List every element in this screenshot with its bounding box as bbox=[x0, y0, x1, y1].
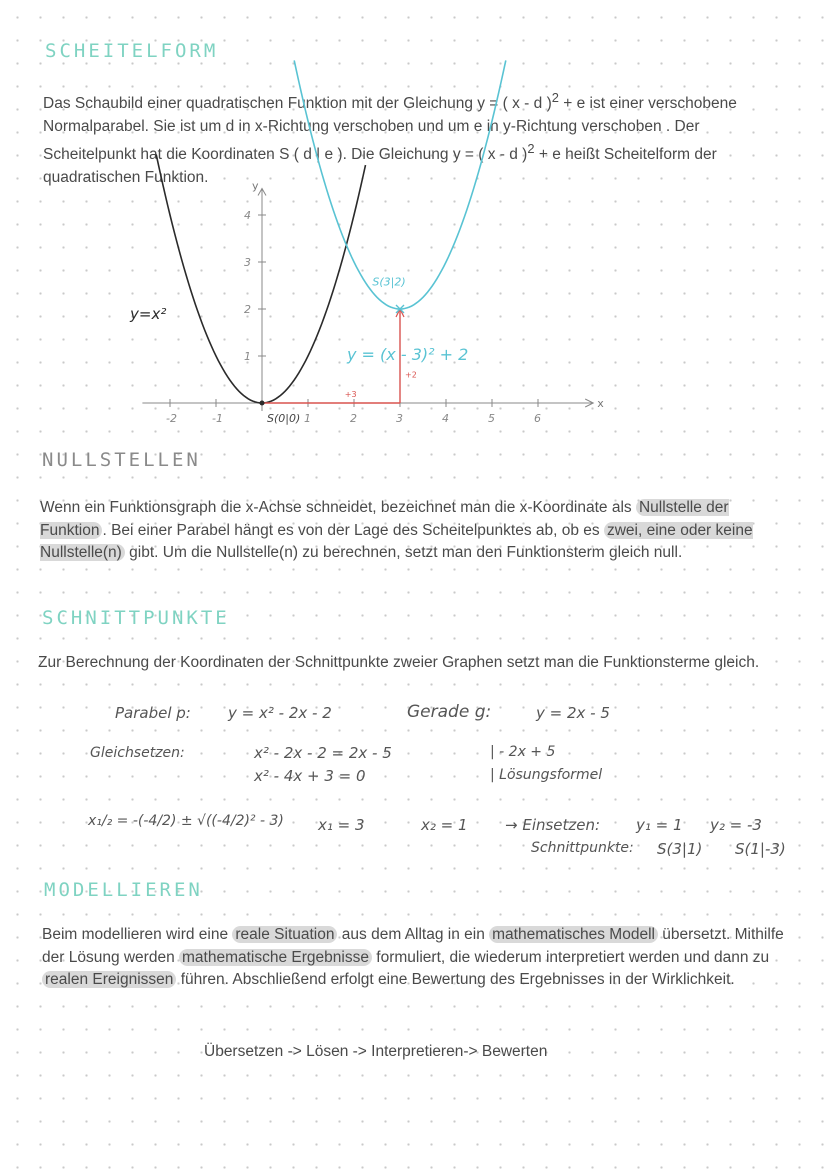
schnittpunkte-paragraph: Zur Berechnung der Koordinaten der Schnittpunkte zweier Graphen setzt man die Funktionsterme gleich. bbox=[38, 654, 760, 671]
solution-y1: y₁ = 1 bbox=[636, 816, 683, 834]
parabel-label: Parabel p: bbox=[115, 704, 191, 722]
parabel-equation: y = x² - 2x - 2 bbox=[228, 704, 332, 722]
heading-schnittpunkte: SCHNITTPUNKTE bbox=[42, 607, 230, 629]
modellieren-text-5: führen. Abschließend erfolgt eine Bewertung des Ergebnisses in der Wirklichkeit. bbox=[176, 971, 735, 988]
vertex-point-0 bbox=[260, 401, 265, 406]
y-axis-label: y bbox=[252, 179, 259, 193]
scheitelform-text-2: + e ist einer verschobene Normalparabel. Sie ist um d in x-Richtung verschoben und um e in y-Richtung verschoben . Der Scheitelpunkt hat die Koordinaten S ( d | e ). Die Gleichung y = ( x - d ) bbox=[43, 95, 737, 164]
gerade-equation: y = 2x - 5 bbox=[536, 704, 610, 722]
shift-label-x: +3 bbox=[344, 390, 357, 399]
modellieren-steps: Übersetzen -> Lösen -> Interpretieren-> Bewerten bbox=[204, 1043, 548, 1060]
parabola-chart bbox=[0, 0, 828, 460]
highlight-anzahl: zwei, eine oder keine Nullstelle(n) bbox=[40, 521, 753, 561]
y-tick-label: 4 bbox=[244, 209, 251, 222]
scheitelform-sup-1: 2 bbox=[551, 90, 559, 105]
heading-scheitelform: SCHEITELFORM bbox=[45, 40, 219, 62]
schnittpunkt-2: S(1|-3) bbox=[735, 840, 786, 858]
modellieren-text-2: aus dem Alltag in ein bbox=[337, 926, 490, 943]
heading-modellieren: MODELLIEREN bbox=[44, 879, 203, 901]
highlight-mathematische-ergebnisse: mathematische Ergebnisse bbox=[179, 949, 372, 966]
equation-2-note: | Lösungsformel bbox=[490, 767, 603, 783]
gerade-label: Gerade g: bbox=[407, 702, 492, 722]
solution-y2: y₂ = -3 bbox=[710, 816, 762, 834]
equation-2: x² - 4x + 3 = 0 bbox=[254, 767, 366, 785]
nullstellen-text-2: . Bei einer Parabel hängt es von der Lage des Scheitelpunktes ab, ob es bbox=[102, 521, 604, 539]
schnittpunkte-label: Schnittpunkte: bbox=[531, 840, 634, 856]
solution-formula: x₁/₂ = -(-4/2) ± √((-4/2)² - 3) bbox=[88, 813, 284, 829]
x-axis-label: x bbox=[597, 397, 604, 410]
solution-x2: x₂ = 1 bbox=[421, 816, 468, 834]
gleichsetzen-label: Gleichsetzen: bbox=[90, 745, 185, 761]
series-label-verschoben: y = (x - 3)² + 2 bbox=[347, 345, 469, 364]
x-tick-label: 4 bbox=[442, 412, 449, 425]
y-tick-label: 2 bbox=[244, 303, 251, 316]
x-tick-label: 5 bbox=[488, 412, 495, 425]
highlight-reale-situation: reale Situation bbox=[232, 926, 337, 943]
x-tick-label: 1 bbox=[304, 412, 311, 425]
modellieren-text-3: übersetzt. Mithilfe der Lösung werden bbox=[42, 926, 784, 966]
x-tick-label: -2 bbox=[166, 412, 177, 425]
scheitelform-sup-2: 2 bbox=[527, 141, 535, 157]
x-tick-label: 6 bbox=[534, 412, 541, 425]
heading-nullstellen: NULLSTELLEN bbox=[42, 449, 201, 471]
series-line-verschoben bbox=[294, 60, 506, 309]
einsetzen-label: → Einsetzen: bbox=[505, 816, 601, 834]
scheitelform-text-1: Das Schaubild einer quadratischen Funktion mit der Gleichung y = ( x - d ) bbox=[43, 95, 552, 113]
schnittpunkt-1: S(3|1) bbox=[657, 840, 703, 858]
y-tick-label: 3 bbox=[244, 256, 251, 269]
modellieren-paragraph bbox=[42, 924, 802, 992]
solution-x1: x₁ = 3 bbox=[318, 816, 365, 834]
x-tick-label: 2 bbox=[350, 412, 357, 425]
equation-1-note: | - 2x + 5 bbox=[490, 744, 556, 760]
x-tick-label: 3 bbox=[396, 412, 403, 425]
equation-1: x² - 2x - 2 = 2x - 5 bbox=[254, 744, 392, 762]
series-label-normalparabel: y=x² bbox=[130, 305, 167, 323]
highlight-mathematisches-modell: mathematisches Modell bbox=[489, 926, 658, 943]
modellieren-text-1: Beim modellieren wird eine bbox=[42, 926, 233, 943]
nullstellen-paragraph bbox=[40, 497, 780, 565]
highlight-reale-ereignisse: realen Ereignissen bbox=[42, 971, 176, 988]
x-tick-label: -1 bbox=[212, 412, 223, 425]
highlight-nullstelle: Nullstelle der Funktion bbox=[40, 499, 729, 539]
vertex-label-0: S(0|0) bbox=[267, 412, 301, 425]
y-tick-label: 1 bbox=[244, 350, 251, 363]
modellieren-text-4: formuliert, die wiederum interpretiert werden und dann zu bbox=[371, 948, 770, 966]
nullstellen-text-1: Wenn ein Funktionsgraph die x-Achse schneidet, bezeichnet man die x-Koordinate als bbox=[40, 499, 636, 516]
vertex-label-1: S(3|2) bbox=[372, 275, 406, 289]
nullstellen-text-3: gibt. Um die Nullstelle(n) zu berechnen, setzt man den Funktionsterm gleich null. bbox=[124, 544, 683, 561]
shift-label-y: +2 bbox=[405, 370, 417, 380]
scheitelform-text-3: + e heißt Scheitelform der quadratischen Funktion. bbox=[43, 146, 717, 186]
series-line-normalparabel bbox=[156, 154, 365, 403]
